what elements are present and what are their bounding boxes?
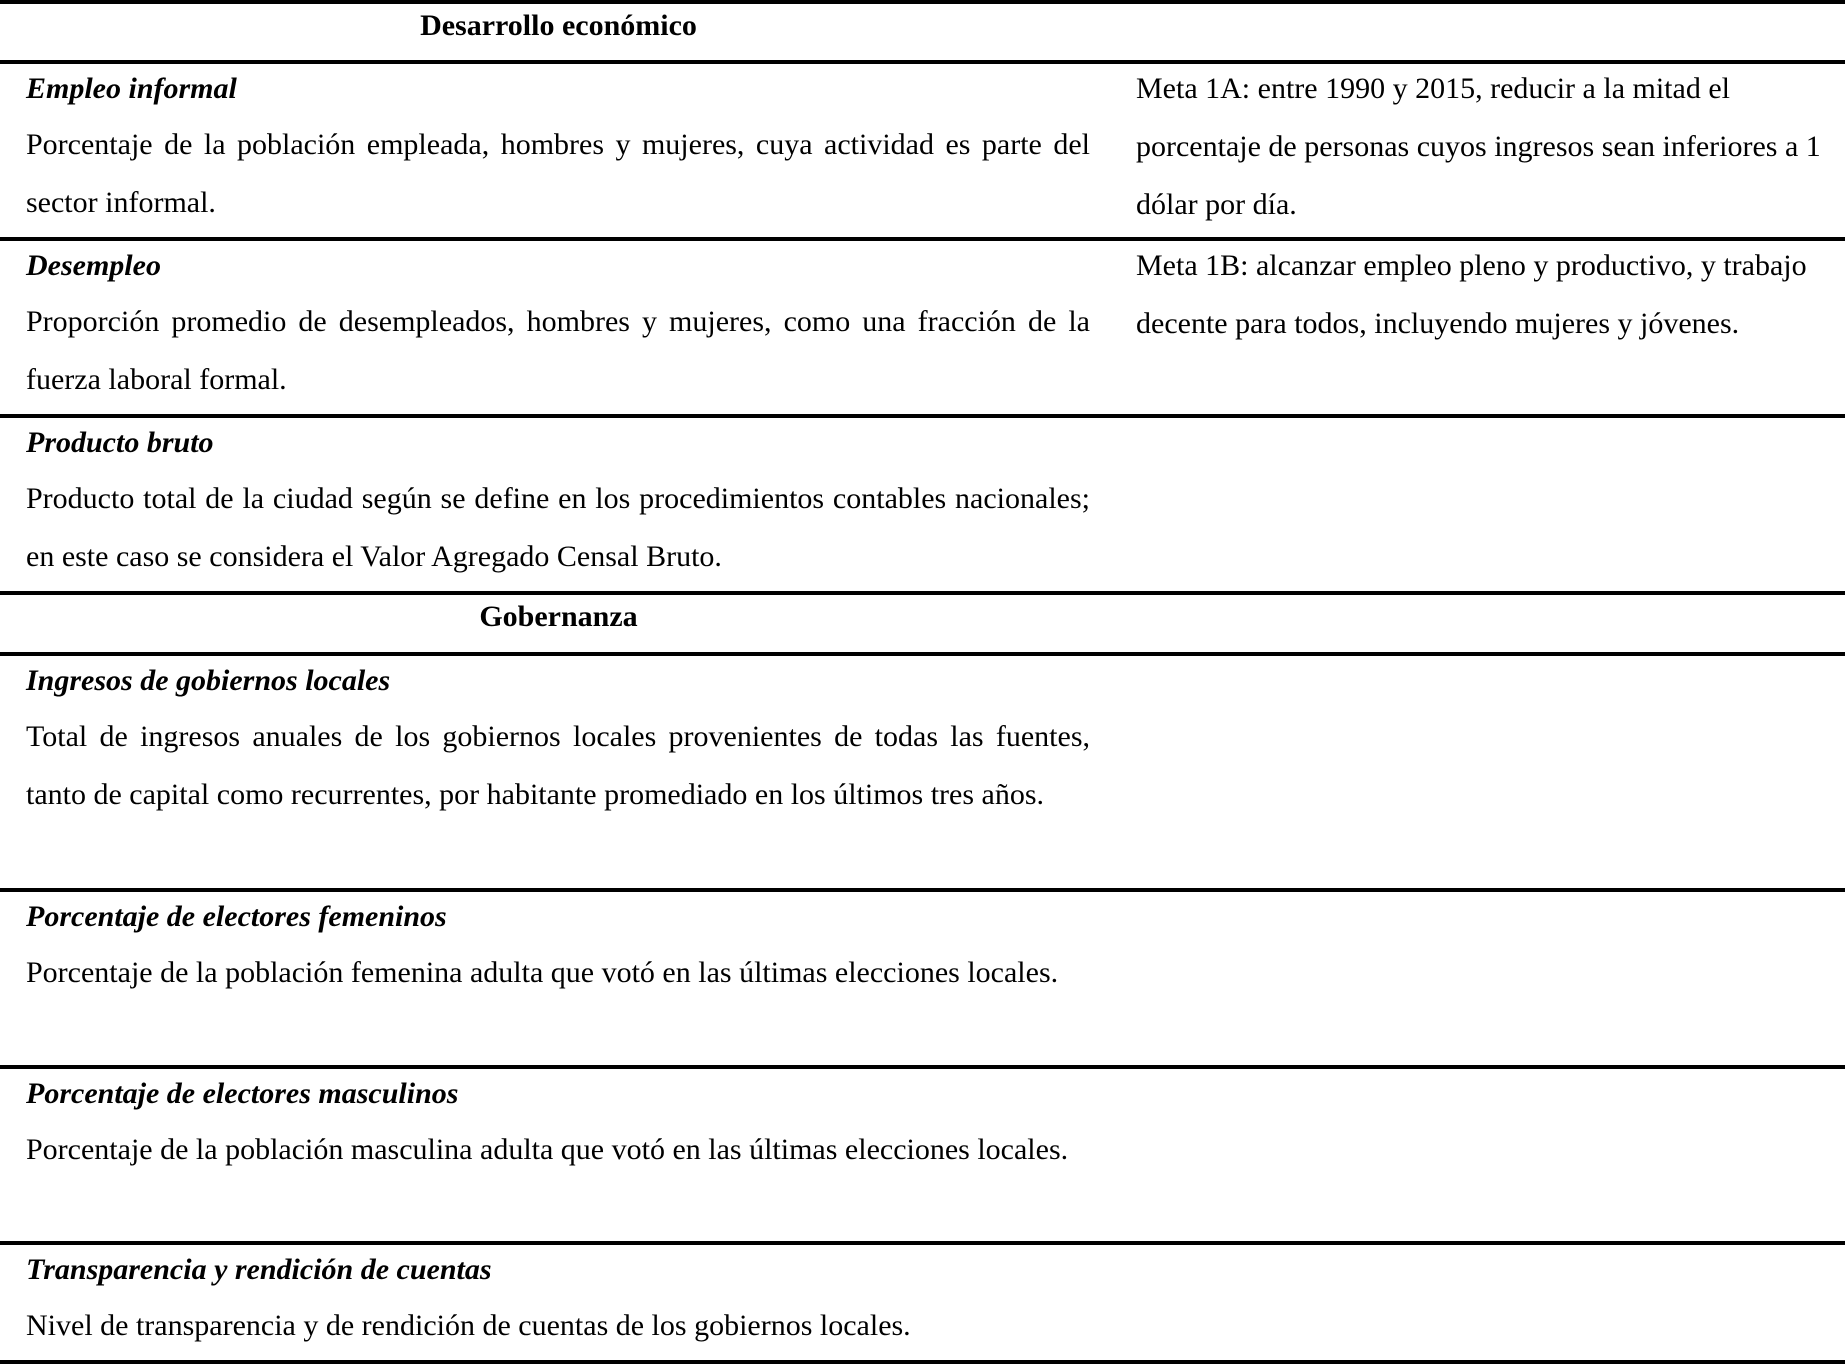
table-row-producto-bruto [26, 416, 1090, 586]
indicator-description: Total de ingresos anuales de los gobiernos locales provenientes de todas las fuentes, tanto de capital como recurrentes, por habitante promediado en los últimos tres años. [26, 720, 1090, 811]
indicator-term: Empleo informal [26, 72, 237, 105]
indicator-description: Porcentaje de la población empleada, hombres y mujeres, cuya actividad es parte del sector informal. [26, 128, 1090, 219]
indicator-description: Porcentaje de la población masculina adulta que votó en las últimas elecciones locales. [26, 1133, 1069, 1166]
table-row-electores-masculinos [26, 1067, 1090, 1179]
table-row-transparencia [26, 1243, 1090, 1355]
indicator-term: Porcentaje de electores masculinos [26, 1077, 459, 1110]
indicator-term: Porcentaje de electores femeninos [26, 900, 447, 933]
indicator-goal: Meta 1A: entre 1990 y 2015, reducir a la mitad el porcentaje de personas cuyos ingresos sean inferiores a 1 dólar por día. [1136, 72, 1821, 221]
indicator-term: Desempleo [26, 249, 161, 282]
indicator-term: Ingresos de gobiernos locales [26, 664, 391, 697]
table-bottom-rule [0, 1360, 1845, 1364]
section-title-gobernanza: Gobernanza [479, 600, 638, 633]
indicator-goal: Meta 1B: alcanzar empleo pleno y productivo, y trabajo decente para todos, incluyendo mujeres y jóvenes. [1136, 249, 1807, 340]
table-row-desempleo [26, 239, 1090, 409]
indicator-description: Nivel de transparencia y de rendición de cuentas de los gobiernos locales. [26, 1309, 911, 1342]
indicator-description: Proporción promedio de desempleados, hombres y mujeres, como una fracción de la fuerza laboral formal. [26, 305, 1090, 396]
indicator-term: Producto bruto [26, 426, 214, 459]
table-row-ingresos-gobiernos-locales [26, 654, 1090, 824]
table-row-electores-femeninos [26, 890, 1090, 1002]
indicator-description: Producto total de la ciudad según se define en los procedimientos contables nacionales; en este caso se considera el Valor Agregado Censal Bruto. [26, 482, 1090, 573]
section-title-desarrollo-economico: Desarrollo económico [420, 9, 697, 42]
table-row-empleo-informal [26, 62, 1090, 232]
indicator-description: Porcentaje de la población femenina adulta que votó en las últimas elecciones locales. [26, 956, 1059, 989]
indicator-term: Transparencia y rendición de cuentas [26, 1253, 492, 1286]
